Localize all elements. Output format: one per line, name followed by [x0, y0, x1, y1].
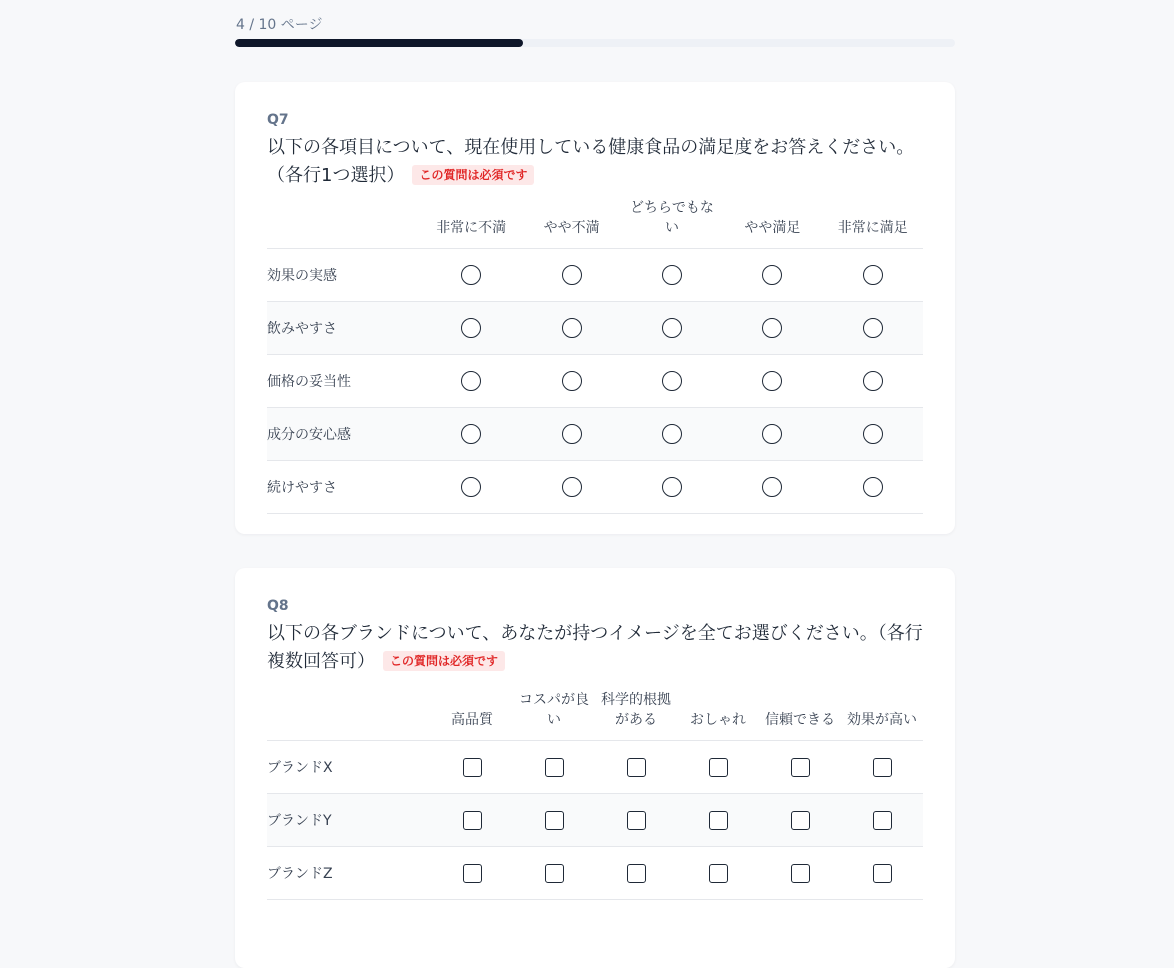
column-header: コスパが良い — [513, 690, 595, 741]
matrix-cell — [722, 249, 822, 302]
question-text — [267, 134, 927, 190]
matrix-cell — [823, 249, 923, 302]
matrix-corner — [267, 198, 421, 249]
matrix-row — [267, 847, 923, 900]
radio-button[interactable] — [863, 318, 883, 338]
matrix-cell — [431, 741, 513, 794]
matrix-cell — [677, 741, 759, 794]
checkbox[interactable] — [791, 758, 810, 777]
radio-button[interactable] — [762, 371, 782, 391]
matrix-cell — [513, 741, 595, 794]
radio-button[interactable] — [461, 371, 481, 391]
checkbox[interactable] — [545, 758, 564, 777]
radio-button[interactable] — [461, 265, 481, 285]
radio-button[interactable] — [662, 318, 682, 338]
checkbox[interactable] — [463, 758, 482, 777]
checkbox[interactable] — [627, 811, 646, 830]
matrix-cell — [521, 302, 621, 355]
column-header: 高品質 — [431, 690, 513, 741]
checkbox[interactable] — [463, 811, 482, 830]
matrix-cell — [622, 355, 722, 408]
matrix-cell — [759, 847, 841, 900]
question-number: Q7 — [267, 112, 289, 128]
required-badge: この質問は必須です — [412, 165, 534, 185]
matrix-cell — [759, 794, 841, 847]
matrix-cell — [513, 847, 595, 900]
checkbox[interactable] — [709, 811, 728, 830]
radio-button[interactable] — [461, 477, 481, 497]
matrix-cell — [421, 355, 521, 408]
checkbox[interactable] — [791, 811, 810, 830]
matrix-cell — [722, 408, 822, 461]
matrix-cell — [841, 741, 923, 794]
radio-button[interactable] — [762, 477, 782, 497]
checkbox[interactable] — [627, 758, 646, 777]
checkbox[interactable] — [545, 811, 564, 830]
radio-button[interactable] — [461, 424, 481, 444]
matrix-cell — [595, 794, 677, 847]
matrix-cell — [421, 461, 521, 514]
column-header: やや満足 — [722, 198, 822, 249]
matrix-cell — [722, 355, 822, 408]
matrix-cell — [823, 302, 923, 355]
matrix-cell — [841, 847, 923, 900]
matrix-cell — [759, 741, 841, 794]
matrix-cell — [622, 249, 722, 302]
matrix-cell — [421, 302, 521, 355]
radio-button[interactable] — [863, 265, 883, 285]
checkbox[interactable] — [627, 864, 646, 883]
column-header: やや不満 — [521, 198, 621, 249]
matrix-cell — [521, 249, 621, 302]
radio-button[interactable] — [662, 424, 682, 444]
checkbox[interactable] — [463, 864, 482, 883]
matrix-cell — [521, 408, 621, 461]
matrix-row — [267, 794, 923, 847]
row-label: ブランドY — [267, 794, 431, 847]
question-card-q8 — [235, 568, 955, 968]
brand-image-matrix — [267, 690, 923, 900]
matrix-cell — [431, 847, 513, 900]
radio-button[interactable] — [461, 318, 481, 338]
matrix-corner — [267, 690, 431, 741]
matrix-row — [267, 355, 923, 408]
satisfaction-matrix — [267, 198, 923, 514]
matrix-row — [267, 302, 923, 355]
radio-button[interactable] — [863, 477, 883, 497]
column-header: 科学的根拠がある — [595, 690, 677, 741]
question-text — [267, 620, 927, 676]
radio-button[interactable] — [662, 371, 682, 391]
matrix-cell — [521, 355, 621, 408]
radio-button[interactable] — [562, 371, 582, 391]
checkbox[interactable] — [873, 864, 892, 883]
radio-button[interactable] — [562, 265, 582, 285]
checkbox[interactable] — [873, 758, 892, 777]
matrix-cell — [823, 355, 923, 408]
radio-button[interactable] — [863, 424, 883, 444]
radio-button[interactable] — [762, 424, 782, 444]
matrix-cell — [421, 408, 521, 461]
column-header: 非常に満足 — [823, 198, 923, 249]
radio-button[interactable] — [562, 424, 582, 444]
matrix-row — [267, 408, 923, 461]
matrix-cell — [722, 302, 822, 355]
row-label: 成分の安心感 — [267, 408, 421, 461]
checkbox[interactable] — [791, 864, 810, 883]
row-label: 飲みやすさ — [267, 302, 421, 355]
matrix-cell — [521, 461, 621, 514]
matrix-row — [267, 741, 923, 794]
question-number: Q8 — [267, 598, 289, 614]
column-header: おしゃれ — [677, 690, 759, 741]
matrix-cell — [595, 847, 677, 900]
column-header: どちらでもない — [622, 198, 722, 249]
matrix-row — [267, 461, 923, 514]
matrix-cell — [841, 794, 923, 847]
question-text-body: 以下の各ブランドについて、あなたが持つイメージを全てお選びください。（各行複数回答可） — [267, 623, 923, 672]
matrix-cell — [595, 741, 677, 794]
row-label: 続けやすさ — [267, 461, 421, 514]
progress-bar-fill — [235, 39, 523, 47]
checkbox[interactable] — [545, 864, 564, 883]
matrix-cell — [622, 408, 722, 461]
matrix-cell — [431, 794, 513, 847]
matrix-row — [267, 249, 923, 302]
radio-button[interactable] — [562, 477, 582, 497]
checkbox[interactable] — [873, 811, 892, 830]
matrix-cell — [823, 408, 923, 461]
row-label: 効果の実感 — [267, 249, 421, 302]
radio-button[interactable] — [562, 318, 582, 338]
radio-button[interactable] — [762, 265, 782, 285]
matrix-cell — [622, 302, 722, 355]
column-header: 効果が高い — [841, 690, 923, 741]
radio-button[interactable] — [863, 371, 883, 391]
radio-button[interactable] — [662, 265, 682, 285]
page-progress-label: 4 / 10 ページ — [236, 17, 323, 33]
radio-button[interactable] — [762, 318, 782, 338]
row-label: ブランドZ — [267, 847, 431, 900]
matrix-cell — [677, 847, 759, 900]
matrix-cell — [513, 794, 595, 847]
matrix-cell — [677, 794, 759, 847]
question-text-body: 以下の各項目について、現在使用している健康食品の満足度をお答えください。（各行1つ選択） — [267, 137, 915, 186]
matrix-cell — [622, 461, 722, 514]
checkbox[interactable] — [709, 864, 728, 883]
row-label: 価格の妥当性 — [267, 355, 421, 408]
radio-button[interactable] — [662, 477, 682, 497]
required-badge: この質問は必須です — [383, 651, 505, 671]
matrix-cell — [722, 461, 822, 514]
row-label: ブランドX — [267, 741, 431, 794]
column-header: 信頼できる — [759, 690, 841, 741]
question-card-q7 — [235, 82, 955, 534]
progress-bar — [235, 39, 955, 47]
matrix-cell — [421, 249, 521, 302]
checkbox[interactable] — [709, 758, 728, 777]
column-header: 非常に不満 — [421, 198, 521, 249]
matrix-cell — [823, 461, 923, 514]
